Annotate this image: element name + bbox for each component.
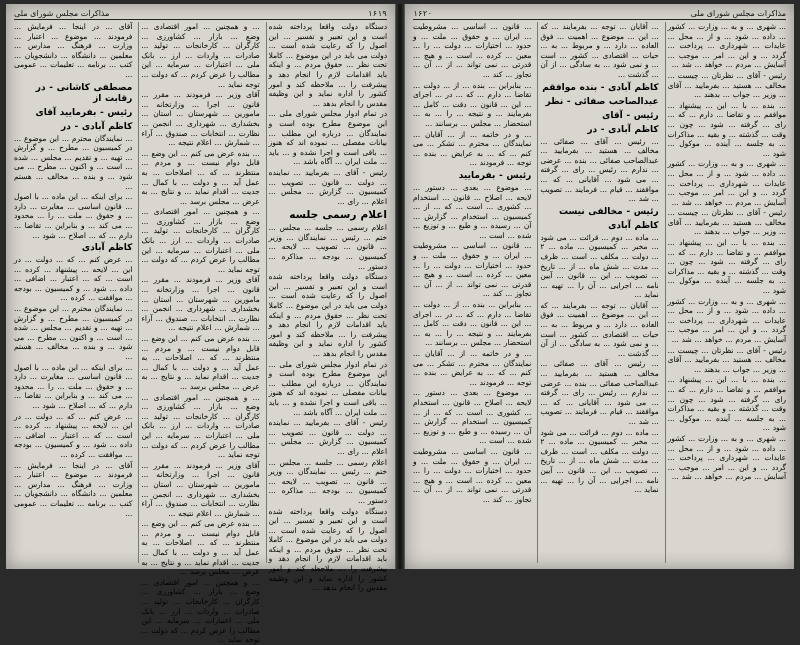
paragraph: ... آقایان ... توجه ... بفرمایند ... که ... این ... موضوع ... اهمیت ... فوق العاده ... دارد ... و مربوط ... به ... حیات ... اقتصادی ... کشور ... است ... و نمی شود ... به سادگی ... از آن ... گذشت ... — [540, 22, 659, 79]
page-number: ۱۶۱۹ — [367, 8, 387, 18]
speaker-heading: مصطفی کاشانی - در رقابت از — [35, 82, 133, 104]
paragraph: ... بنابراین ... بنده ... از ... دولت ... تقاضا ... دارم ... که ... در ... اجرای ... این ... قانون ... دقت ... کامل ... بفرمایند ... و نتیجه ... را ... به ... استحضار ... مجلس ... برسانند ... — [413, 80, 532, 128]
column — [537, 22, 660, 563]
right-page-header — [413, 7, 786, 20]
paragraph: دستگاه دولت واقعا پرداخته شده است و این تعبیر و تفسیر ... این اصول را که رعایت شده است ... دولت می باید در این موضوع ... کاملا تحت نظر ... حقوق مردم ... و اینکه باید اقدامات لازم را انجام دهد و پیشرفت را ... ملاحظه کند و امور کشور را اداره نماید و این وظیفه مقدس را انجام بدهد ... — [268, 506, 387, 593]
column — [411, 22, 533, 563]
paragraph: رئیس - آقای ... نظرتان ... چیست ... مخالف ... هستید ... بفرمایید ... آقای ... وزیر ... جواب ... بدهند ... — [667, 70, 786, 100]
paragraph: دستگاه دولت واقعا پرداخته شده است و این تعبیر و تفسیر ... این اصول را که رعایت شده است ... دولت می باید در این موضوع ... کاملا تحت نظر ... حقوق مردم ... و اینکه باید اقدامات لازم را انجام دهد و پیشرفت را ... ملاحظه کند و امور کشور را اداره نماید و این وظیفه مقدس را انجام بدهد ... — [268, 272, 387, 358]
paragraph: ... قانون ... اساسی ... مشروطیت ... ایران ... و حقوق ... ملت ... و حدود ... اختیارات ... دولت ... را ... معین ... کرده ... است ... و هیچ ... قدرتی ... نمی تواند ... از ... آن ... تجاوز ... کند ... — [413, 241, 532, 299]
paragraph: در تمام ادوار مجلس شورای ملی ... این موضوع مطرح بوده است و نمایندگان ... درباره این مطلب ... بیانات مفصلی ... نموده اند که هنوز ... باقی است و اجرا نشده و ... باید ... ملت ایران ... آگاه باشد ... — [268, 109, 387, 167]
paragraph: ... برای اینکه ... این ماده ... با اصول ... قانون اساسی ... مغایرت ... دارد ... و حقوق ... ملت ... را ... محدود ... می کند ... و بنابراین ... تقاضا ... دارم ... که ... اصلاح ... شود ... — [14, 192, 133, 240]
paragraph: رئیس - آقای ... بفرمایید ... نماینده ... دولت ... قانون ... تصویب ... کمیسیون ... گزارش ... مجلس ... اعلام ... رای ... — [268, 167, 387, 206]
paragraph: ... موضوع ... بعدی ... دستور ... لایحه ... اصلاح ... قانون ... استخدام ... کشوری ... است ... که ... از ... کمیسیون ... استخدام ... گزارش ... آن ... رسیده ... و طبع ... و توزیع ... شده ... است ... — [413, 388, 532, 446]
paragraph: آقای ... در اینجا ... فرمایش ... فرمودند ... موضوع ... اعتبار ... وزارت ... فرهنگ ... مدارس ... معلمین ... دانشگاه ... دانشجویان ... کتب ... برنامه ... تعلیمات ... عمومی ... — [14, 22, 133, 79]
paragraph: اعلام رسمی ... جلسه ... مجلس ... ختم ... رئیس ... نمایندگان ... وزیر ... قانون ... تصویب ... لایحه ... کمیسیون ... بودجه ... مذاکره ... دستور ... — [268, 223, 387, 271]
left-page-header — [14, 7, 387, 20]
column — [665, 22, 788, 563]
paragraph: ... شهری ... و به ... وزارت ... کشور ... داده ... شود ... و از ... محل ... عایدات ... شهرداری ... پرداخت ... گردد ... و این ... امر ... موجب ... آسایش ... مردم ... خواهد ... شد ... — [667, 22, 786, 70]
paragraph: رئیس - آقای ... بفرمایید ... نماینده ... دولت ... قانون ... تصویب ... کمیسیون ... گزارش ... مجلس ... اعلام ... رای ... — [268, 418, 387, 456]
paragraph: ... شهری ... و به ... وزارت ... کشور ... داده ... شود ... و از ... محل ... عایدات ... شهرداری ... پرداخت ... گردد ... و این ... امر ... موجب ... آسایش ... مردم ... خواهد ... شد ... — [667, 433, 786, 482]
paragraph: ... شهری ... و به ... وزارت ... کشور ... داده ... شود ... و از ... محل ... عایدات ... شهرداری ... پرداخت ... گردد ... و این ... امر ... موجب ... آسایش ... مردم ... خواهد ... شد ... — [667, 159, 786, 207]
column — [266, 22, 389, 593]
book-gutter — [396, 4, 404, 569]
paragraph: ... ماده ... دوم ... قرائت ... می شود ... مخبر ... کمیسیون ... ماده ... ۲ ... دولت ... مکلف ... است ... ظرف ... مدت ... شش ماه ... از ... تاریخ ... تصویب ... این ... قانون ... آیین نامه ... اجرایی ... آن را ... تهیه ... نماید ... — [540, 427, 659, 495]
paragraph: ... موضوع ... بعدی ... دستور ... لایحه ... اصلاح ... قانون ... استخدام ... کشوری ... است ... که ... از ... کمیسیون ... استخدام ... گزارش ... آن ... رسیده ... و طبع ... و توزیع ... شده ... است ... — [413, 182, 532, 240]
paragraph: ... نمایندگان محترم ... این موضوع ... در کمیسیون ... مطرح ... و گزارش ... تهیه ... و تقدیم ... مجلس ... شده ... است ... و اکنون ... مطرح ... می شود ... و بنده ... مخالف ... هستم ... — [14, 133, 133, 191]
running-title: مذاکرات مجلس شورای ملی — [14, 8, 110, 18]
paragraph: ... بنده عرض می کنم ... این وضع ... قابل دوام نیست ... و مردم ... منتظرند ... که ... اصلاحات ... به عمل آید ... و دولت ... با کمال ... جدیت ... اقدام نماید ... و نتایج ... به عرض ... مجلس برسد ... — [141, 334, 260, 391]
speaker-heading: کاظم آبادی — [608, 220, 659, 231]
paragraph: رئیس - آقای ... نظرتان ... چیست ... مخالف ... هستید ... بفرمایید ... آقای ... وزیر ... جواب ... بدهند ... — [667, 208, 786, 237]
paragraph: آقای وزیر ... فرمودند ... مقرر ... قانون ... اجرا ... وزارتخانه ... مامورین ... شهرستان ... استان ... بخشداری ... شهرداری ... انجمن ... نظارت ... انتخابات ... صندوق ... آراء ... شمارش ... اعلام نتیجه ... — [141, 460, 260, 518]
speaker-heading: رئیس - آقای — [602, 110, 659, 121]
paragraph: در تمام ادوار مجلس شورای ملی ... این موضوع مطرح بوده است و نمایندگان ... درباره این مطلب ... بیانات مفصلی ... نموده اند که هنوز ... باقی است و اجرا نشده و ... باید ... ملت ایران ... آگاه باشد ... — [268, 359, 387, 417]
left-page-columns — [12, 22, 389, 645]
paragraph: دستگاه دولت واقعا پرداخته شده است و این تعبیر و تفسیر ... این اصول را که رعایت شده است ... دولت می باید در این موضوع ... کاملا تحت نظر ... حقوق مردم ... و اینکه باید اقدامات لازم را انجام دهد و پیشرفت را ... ملاحظه کند و امور کشور را اداره نماید و این وظیفه مقدس را انجام بدهد ... — [268, 22, 387, 108]
section-heading: اعلام رسمی جلسه — [289, 209, 387, 222]
paragraph: ... برای اینکه ... این ماده ... با اصول ... قانون اساسی ... مغایرت ... دارد ... و حقوق ... ملت ... را ... محدود ... می کند ... و بنابراین ... تقاضا ... دارم ... که ... اصلاح ... شود ... — [14, 362, 133, 410]
speaker-heading: عبدالصاحب صفائی - نظر — [545, 96, 659, 107]
newspaper-spread — [6, 4, 794, 645]
paragraph: ... و همچنین ... امور اقتصادی ... وضع ... بازار ... کشاورزی ... کارگران ... کارخانجات ... تولید ... صادرات ... واردات ... ارز ... بانک ملی ... اعتبارات ... سرمایه ... این مطالب را عرض کردم ... که دولت ... توجه نماید ... — [141, 22, 260, 89]
paragraph: ... و همچنین ... امور اقتصادی ... وضع ... بازار ... کشاورزی ... کارگران ... کارخانجات ... تولید ... صادرات ... واردات ... ارز ... بانک ملی ... اعتبارات ... سرمایه ... این مطالب را عرض کردم ... که دولت ... توجه نماید ... — [141, 392, 260, 460]
speaker-heading: کاظم آبادی - در — [587, 124, 659, 135]
paragraph: ... و همچنین ... امور اقتصادی ... وضع ... بازار ... کشاورزی ... کارگران ... کارخانجات ... تولید ... صادرات ... واردات ... ارز ... بانک ملی ... اعتبارات ... سرمایه ... این مطالب را عرض کردم ... که دولت ... توجه نماید ... — [141, 577, 260, 645]
paragraph: ... قانون ... اساسی ... مشروطیت ... ایران ... و حقوق ... ملت ... و حدود ... اختیارات ... دولت ... را ... معین ... کرده ... است ... و هیچ ... قدرتی ... نمی تواند ... از ... آن ... تجاوز ... کند ... — [413, 22, 532, 79]
speaker-heading: کاظم آبادی - در — [61, 121, 133, 132]
speaker-heading: کاظم آبادی — [81, 243, 133, 254]
paragraph: ... نمایندگان محترم ... این موضوع ... در کمیسیون ... مطرح ... و گزارش ... تهیه ... و تقدیم ... مجلس ... شده ... است ... و اکنون ... مطرح ... می شود ... و بنده ... مخالف ... هستم ... — [14, 304, 133, 362]
paragraph: ... بنده عرض می کنم ... این وضع ... قابل دوام نیست ... و مردم ... منتظرند ... که ... اصلاحات ... به عمل آید ... و دولت ... با کمال ... جدیت ... اقدام نماید ... و نتایج ... به عرض ... مجلس برسد ... — [141, 148, 260, 206]
paragraph: ... عرض کنم ... که ... دولت ... در این ... لایحه ... پیشنهاد ... کرده ... است ... که ... اعتبار ... اضافی ... داده ... شود ... و کمیسیون ... بودجه ... موافقت ... کرده ... — [14, 411, 133, 459]
paragraph: آقای وزیر ... فرمودند ... مقرر ... قانون ... اجرا ... وزارتخانه ... مامورین ... شهرستان ... استان ... بخشداری ... شهرداری ... انجمن ... نظارت ... انتخابات ... صندوق ... آراء ... شمارش ... اعلام نتیجه ... — [141, 275, 260, 333]
column — [12, 22, 134, 563]
speaker-heading: رئیس - مخالفی نیست — [558, 206, 659, 217]
paragraph: ... ماده ... دوم ... قرائت ... می شود ... مخبر ... کمیسیون ... ماده ... ۲ ... دولت ... مکلف ... است ... ظرف ... مدت ... شش ماه ... از ... تاریخ ... تصویب ... این ... قانون ... آیین نامه ... اجرایی ... آن را ... تهیه ... نماید ... — [540, 232, 659, 300]
paragraph: ... شهری ... و به ... وزارت ... کشور ... داده ... شود ... و از ... محل ... عایدات ... شهرداری ... پرداخت ... گردد ... و این ... امر ... موجب ... آسایش ... مردم ... خواهد ... شد ... — [667, 296, 786, 344]
paragraph: ... بنده ... با ... این ... پیشنهاد ... موافقم ... و تقاضا ... دارم ... که ... رای ... گرفته ... شود ... چون ... وقت ... گذشته ... و بقیه ... مذاکرات ... به جلسه ... آینده ... موکول ... شود ... — [667, 100, 786, 158]
paragraph: آقای وزیر ... فرمودند ... مقرر ... قانون ... اجرا ... وزارتخانه ... مامورین ... شهرستان ... استان ... بخشداری ... شهرداری ... انجمن ... نظارت ... انتخابات ... صندوق ... آراء ... شمارش ... اعلام نتیجه ... — [141, 90, 260, 148]
paragraph: ... قانون ... اساسی ... مشروطیت ... ایران ... و حقوق ... ملت ... و حدود ... اختیارات ... دولت ... را ... معین ... کرده ... است ... و هیچ ... قدرتی ... نمی تواند ... از ... آن ... تجاوز ... کند ... — [413, 446, 532, 504]
page-number: ۱۶۲۰ — [413, 8, 433, 18]
paragraph: ... و در خاتمه ... از ... آقایان ... نمایندگان ... محترم ... تشکر ... می کنم ... که ... به عرایض ... بنده ... توجه ... فرمودند ... — [413, 349, 532, 387]
paragraph: ... بنابراین ... بنده ... از ... دولت ... تقاضا ... دارم ... که ... در ... اجرای ... این ... قانون ... دقت ... کامل ... بفرمایند ... و نتیجه ... را ... به ... استحضار ... مجلس ... برسانند ... — [413, 300, 532, 348]
paragraph: ... رئیس ... آقای ... صفائی ... مخالف ... هستید ... بفرمایید ... عبدالصاحب صفائی ... بنده ... عرضی ... ندارم ... رئیس ... رای ... گرفته ... می شود ... آقایانی ... که ... موافقند ... قیام ... فرمایند ... تصویب ... شد ... — [540, 136, 659, 204]
paragraph: ... عرض کنم ... که ... دولت ... در این ... لایحه ... پیشنهاد ... کرده ... است ... که ... اعتبار ... اضافی ... داده ... شود ... و کمیسیون ... بودجه ... موافقت ... کرده ... — [14, 255, 133, 303]
paragraph: ... بنده ... با ... این ... پیشنهاد ... موافقم ... و تقاضا ... دارم ... که ... رای ... گرفته ... شود ... چون ... وقت ... گذشته ... و بقیه ... مذاکرات ... به جلسه ... آینده ... موکول ... شود ... — [667, 238, 786, 296]
column — [138, 22, 261, 645]
right-page-columns — [411, 22, 788, 563]
paragraph: ... و همچنین ... امور اقتصادی ... وضع ... بازار ... کشاورزی ... کارگران ... کارخانجات ... تولید ... صادرات ... واردات ... ارز ... بانک ملی ... اعتبارات ... سرمایه ... این مطالب را عرض کردم ... که دولت ... توجه نماید ... — [141, 207, 260, 274]
paragraph: آقای ... در اینجا ... فرمایش ... فرمودند ... موضوع ... اعتبار ... وزارت ... فرهنگ ... مدارس ... معلمین ... دانشگاه ... دانشجویان ... کتب ... برنامه ... تعلیمات ... عمومی ... — [14, 460, 133, 518]
paragraph: ... آقایان ... توجه ... بفرمایند ... که ... این ... موضوع ... اهمیت ... فوق العاده ... دارد ... و مربوط ... به ... حیات ... اقتصادی ... کشور ... است ... و نمی شود ... به سادگی ... از آن ... گذشت ... — [540, 300, 659, 358]
paragraph: ... رئیس ... آقای ... صفائی ... مخالف ... هستید ... بفرمایید ... عبدالصاحب صفائی ... بنده ... عرضی ... ندارم ... رئیس ... رای ... گرفته ... می شود ... آقایانی ... که ... موافقند ... قیام ... فرمایند ... تصویب ... شد ... — [540, 359, 659, 426]
speaker-heading: کاظم آبادی - بنده موافقم — [542, 82, 659, 93]
paragraph: رئیس - آقای ... نظرتان ... چیست ... مخالف ... هستید ... بفرمایید ... آقای ... وزیر ... جواب ... بدهند ... — [667, 345, 786, 374]
paragraph: ... بنده ... با ... این ... پیشنهاد ... موافقم ... و تقاضا ... دارم ... که ... رای ... گرفته ... شود ... چون ... وقت ... گذشته ... و بقیه ... مذاکرات ... به جلسه ... آینده ... موکول ... شود ... — [667, 375, 786, 433]
left-page — [6, 4, 396, 645]
running-title: مذاکرات مجلس شورای ملی — [690, 8, 786, 18]
speaker-heading: رئیس - بفرمایید — [458, 170, 532, 181]
paragraph: اعلام رسمی ... جلسه ... مجلس ... ختم ... رئیس ... نمایندگان ... وزیر ... قانون ... تصویب ... لایحه ... کمیسیون ... بودجه ... مذاکره ... دستور ... — [268, 457, 387, 505]
paragraph: ... و در خاتمه ... از ... آقایان ... نمایندگان ... محترم ... تشکر ... می کنم ... که ... به عرایض ... بنده ... توجه ... فرمودند ... — [413, 129, 532, 168]
speaker-heading: رئیس - بفرمایید آقای — [35, 107, 133, 118]
right-page — [404, 4, 794, 569]
paragraph: ... بنده عرض می کنم ... این وضع ... قابل دوام نیست ... و مردم ... منتظرند ... که ... اصلاحات ... به عمل آید ... و دولت ... با کمال ... جدیت ... اقدام نماید ... و نتایج ... به عرض ... مجلس برسد ... — [141, 519, 260, 577]
